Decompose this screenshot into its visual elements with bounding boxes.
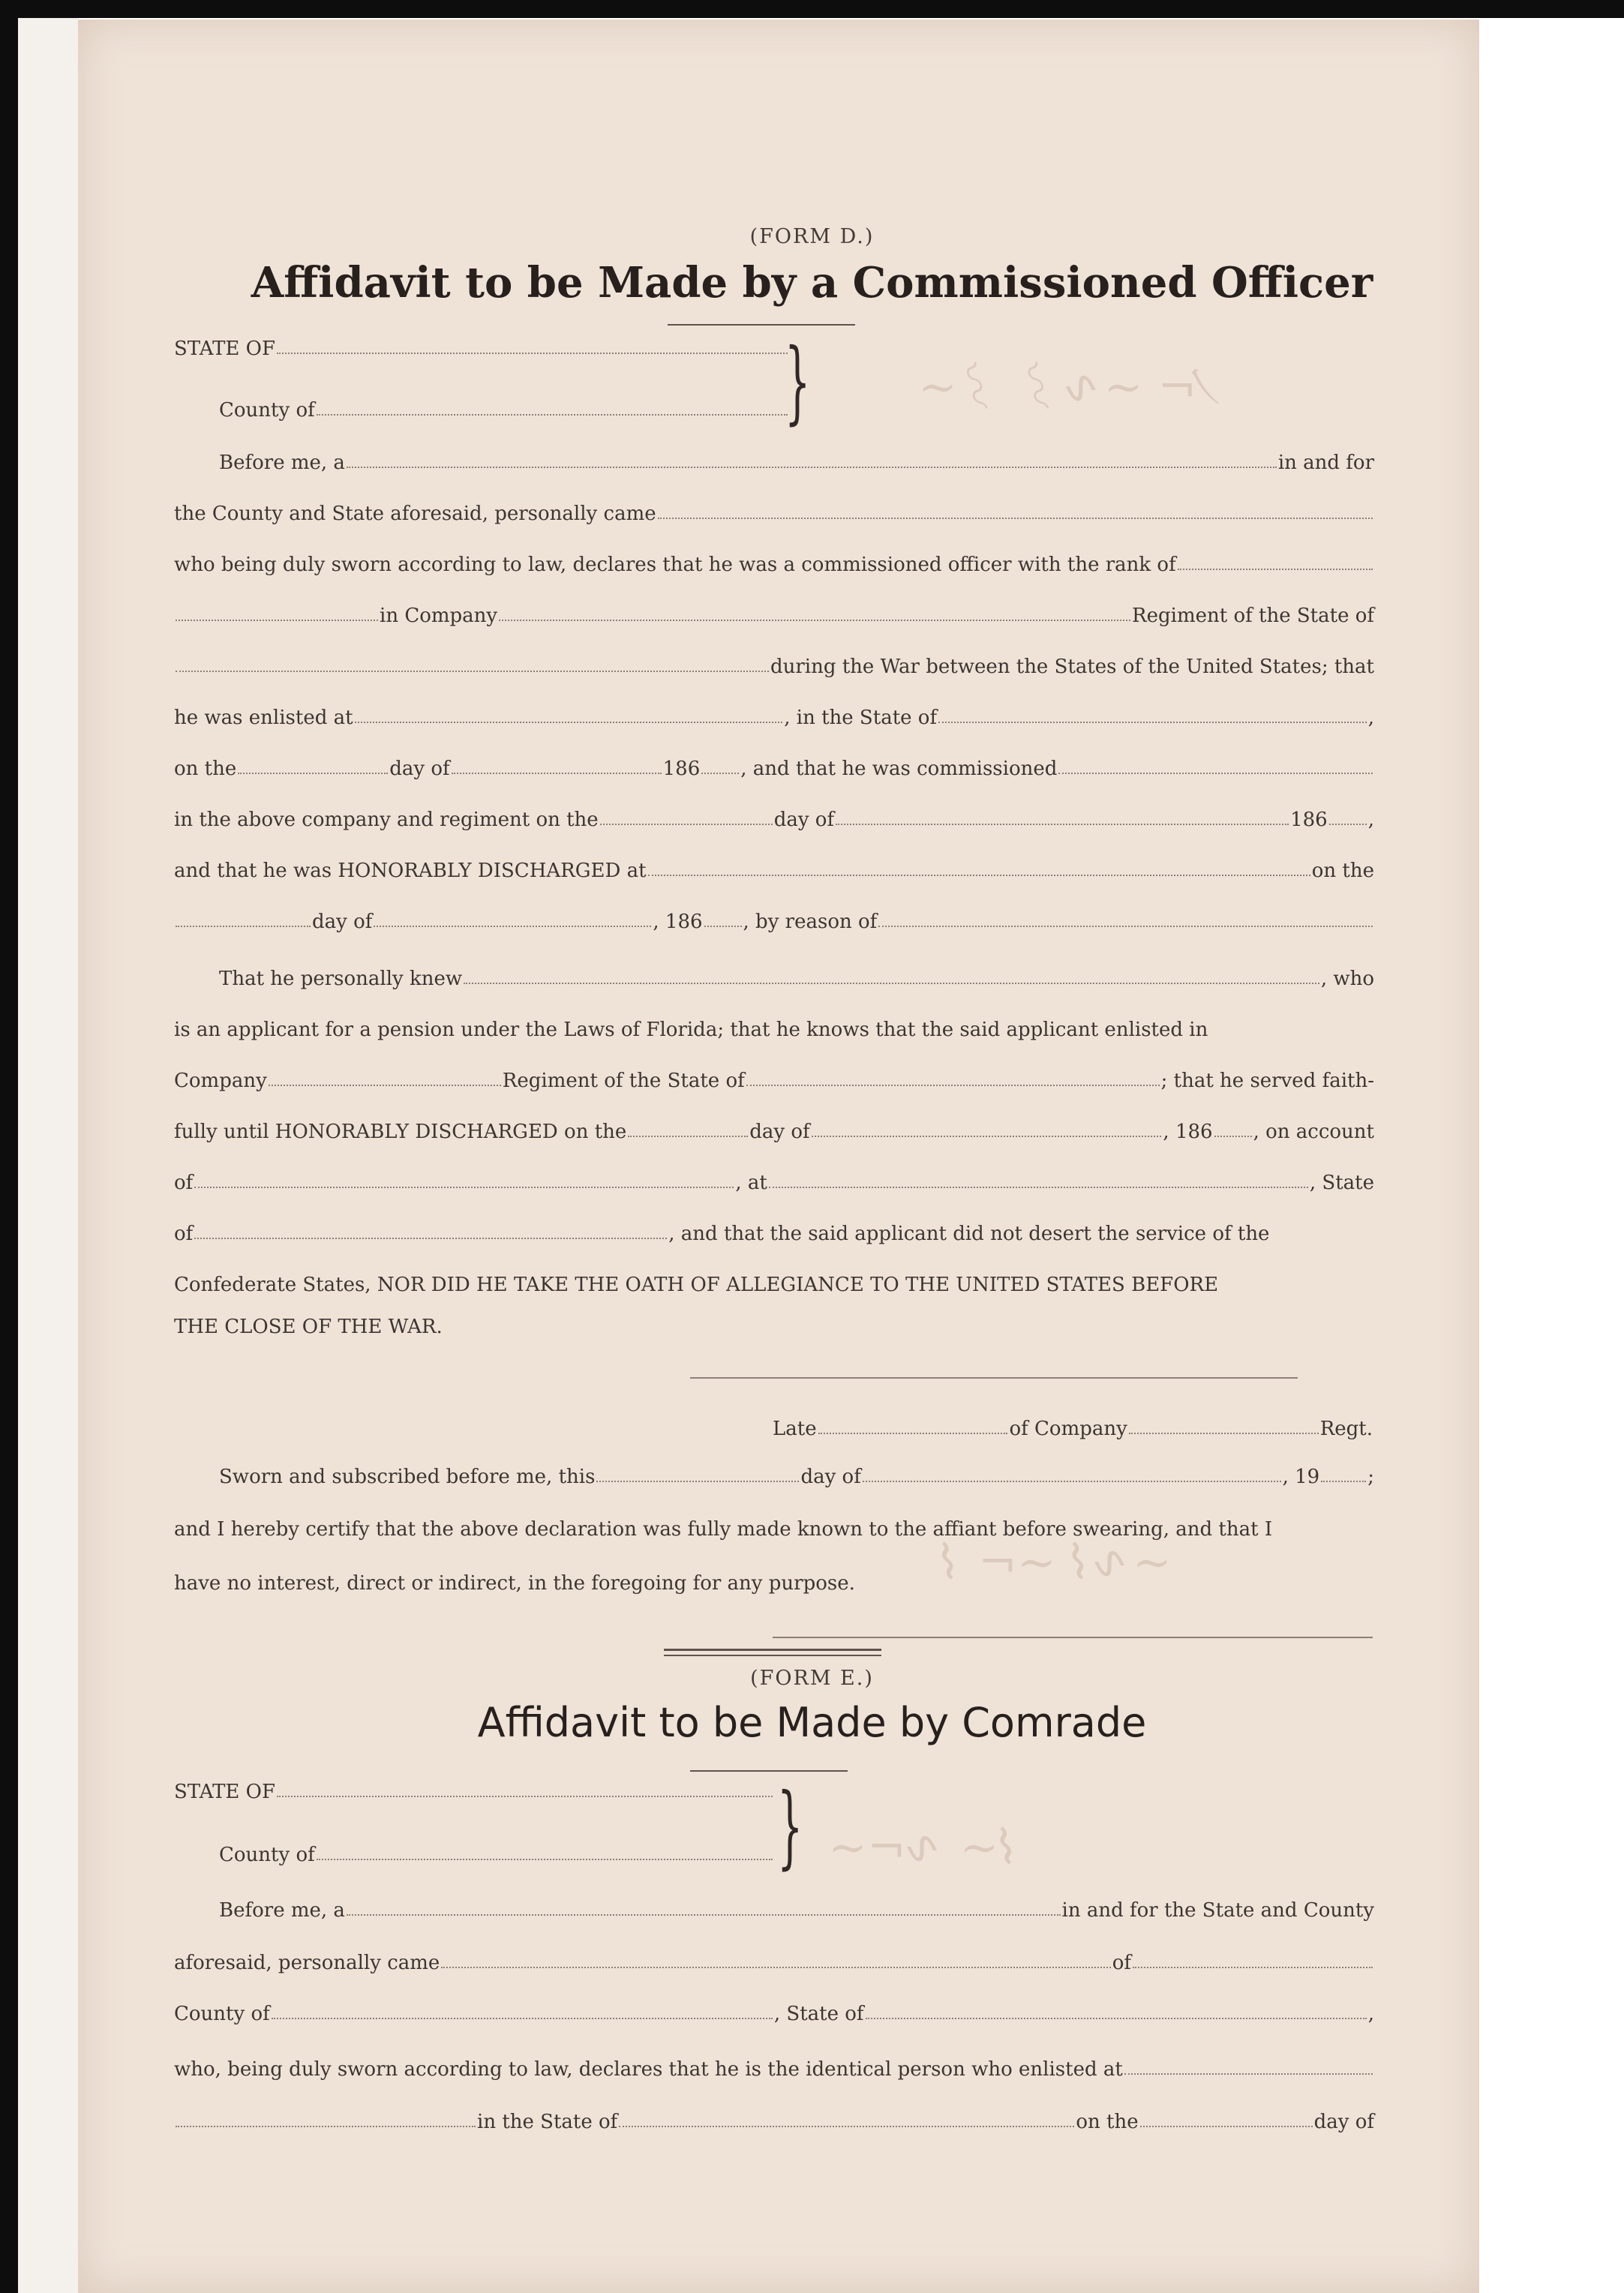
month-field[interactable]: [836, 824, 1289, 825]
show-through-handwriting: ⌇∽ ∿⌐∽: [828, 1820, 1022, 1874]
county-field[interactable]: [317, 414, 788, 416]
residence-field[interactable]: [1133, 1967, 1373, 1968]
county-field[interactable]: [272, 2018, 773, 2019]
county-state-line: County of , State of ,: [174, 2003, 1374, 2025]
month-field[interactable]: [863, 1481, 1281, 1482]
during-war-line: during the War between the States of the United States; that: [174, 648, 1374, 678]
state-field[interactable]: [619, 2126, 1074, 2127]
certify-line: and I hereby certify that the above declaration was fully made known to the affiant before swearing, and that I: [174, 1518, 1273, 1541]
show-through-handwriting: ﾉ⌐ ∽∿⌇ ⌇∽: [918, 359, 1220, 414]
honorably-discharged-line: fully until HONORABLY DISCHARGED on the day of , 186 , on account: [174, 1121, 1374, 1143]
state-field[interactable]: [277, 1796, 773, 1797]
day-field[interactable]: [628, 1136, 748, 1137]
year-field[interactable]: [1329, 824, 1367, 825]
reason-field[interactable]: [878, 926, 1373, 927]
rank-field[interactable]: [1178, 569, 1373, 570]
year-field[interactable]: [1321, 1481, 1366, 1482]
officer-title-field[interactable]: [347, 1914, 1061, 1916]
year-field[interactable]: [1214, 1136, 1252, 1137]
close-of-war-line: THE CLOSE OF THE WAR.: [174, 1316, 443, 1338]
late-company-line: Late of Company Regt.: [773, 1418, 1373, 1440]
discharge-place-field[interactable]: [648, 875, 1310, 876]
affiant-name-field[interactable]: [658, 518, 1373, 519]
company-field[interactable]: [499, 620, 1130, 621]
company-field[interactable]: [1129, 1433, 1319, 1434]
month-field[interactable]: [452, 773, 662, 774]
county-field[interactable]: [317, 1859, 773, 1860]
not-desert-line: of , and that the said applicant did not desert the service of the: [174, 1223, 1270, 1245]
late-field[interactable]: [818, 1433, 1008, 1434]
personally-came-line: the County and State aforesaid, personally came: [174, 495, 1374, 525]
month-field[interactable]: [374, 926, 651, 927]
day-field[interactable]: [176, 926, 311, 927]
year-field[interactable]: [704, 926, 742, 927]
title-underline: [668, 324, 855, 326]
no-interest-line: have no interest, direct or indirect, in the foregoing for any purpose.: [174, 1572, 855, 1595]
personally-knew-line: That he personally knew , who: [219, 968, 1374, 990]
discharged-at-line: and that he was HONORABLY DISCHARGED at on the: [174, 860, 1374, 882]
scan-border-top: [0, 0, 1624, 18]
deponent-signature-line[interactable]: [690, 1377, 1298, 1379]
title-underline: [690, 1770, 848, 1772]
enlisted-state-field[interactable]: [938, 722, 1367, 723]
state-of-line: STATE OF: [174, 330, 789, 360]
state-of-line: STATE OF: [174, 1773, 774, 1803]
state-name-field[interactable]: [176, 671, 769, 672]
account-of-line: of , at , State: [174, 1172, 1375, 1194]
officer-signature-line[interactable]: [773, 1637, 1373, 1638]
section-divider: [664, 1649, 881, 1651]
before-me-line: Before me, a in and for the State and County: [219, 1899, 1374, 1922]
enlisted-place-field[interactable]: [1124, 2073, 1373, 2075]
section-divider: [664, 1655, 881, 1656]
enlisted-at-line: he was enlisted at , in the State of ,: [174, 707, 1375, 729]
identical-person-line: who, being duly sworn according to law, declares that he is the identical person who enlisted at: [174, 2051, 1374, 2081]
day-field[interactable]: [238, 773, 388, 774]
personally-came-line: aforesaid, personally came of: [174, 1944, 1374, 1974]
above-company-line: in the above company and regiment on the day of 186 ,: [174, 809, 1374, 831]
at-place-field[interactable]: [769, 1187, 1308, 1188]
day-field[interactable]: [600, 824, 773, 825]
account-field[interactable]: [194, 1187, 734, 1188]
confederate-line: Confederate States, NOR DID HE TAKE THE OATH OF ALLEGIANCE TO THE UNITED STATES BEFORE: [174, 1274, 1219, 1296]
company-field[interactable]: [269, 1085, 501, 1086]
show-through-handwriting: ∽∿⌇ ∽⌐ ⌇: [941, 1535, 1172, 1589]
month-field[interactable]: [812, 1136, 1162, 1137]
enlisted-place-field[interactable]: [355, 722, 783, 723]
rank-continued-field[interactable]: [176, 620, 378, 621]
state-field[interactable]: [866, 2018, 1367, 2019]
bracket-brace: }: [777, 1775, 803, 1879]
form-e-label: (FORM E.): [750, 1667, 874, 1690]
commissioned-field[interactable]: [1058, 773, 1373, 774]
place-field[interactable]: [176, 2126, 476, 2127]
discharge-date-line: day of , 186 , by reason of: [174, 903, 1374, 933]
scan-border-left: [0, 0, 18, 2293]
applicant-text-line: is an applicant for a pension under the Laws of Florida; that he knows that the said applicant enlisted in: [174, 1019, 1208, 1041]
company-regiment-line: in Company Regiment of the State of: [174, 597, 1374, 627]
form-e-title: Affidavit to be Made by Comrade: [477, 1699, 1147, 1746]
day-field[interactable]: [1140, 2126, 1313, 2127]
rank-line: who being duly sworn according to law, declares that he was a commissioned officer with the rank of: [174, 546, 1374, 576]
bracket-brace: }: [785, 330, 811, 434]
state-field[interactable]: [277, 353, 788, 354]
officer-title-field[interactable]: [347, 467, 1277, 468]
state-field[interactable]: [746, 1085, 1160, 1086]
enlisted-state-line: in the State of on the day of: [174, 2103, 1374, 2133]
state-field[interactable]: [194, 1238, 667, 1239]
day-field[interactable]: [596, 1481, 799, 1482]
form-d-title: Affidavit to be Made by a Commissioned Officer: [251, 258, 1373, 308]
applicant-name-field[interactable]: [464, 983, 1319, 984]
county-of-line: County of: [174, 1836, 774, 1866]
sworn-subscribed-line: Sworn and subscribed before me, this day of , 19 ;: [219, 1466, 1374, 1488]
form-d-label: (FORM D.): [749, 225, 875, 248]
year-field[interactable]: [701, 773, 739, 774]
affiant-name-field[interactable]: [441, 1967, 1110, 1968]
before-me-line: Before me, a in and for: [219, 452, 1374, 474]
commissioned-date-line: on the day of 186 , and that he was commissioned: [174, 750, 1374, 780]
county-of-line: County of: [174, 392, 789, 422]
scan-background: [18, 18, 78, 2293]
applicant-company-line: Company Regiment of the State of ; that he served faith-: [174, 1070, 1374, 1092]
